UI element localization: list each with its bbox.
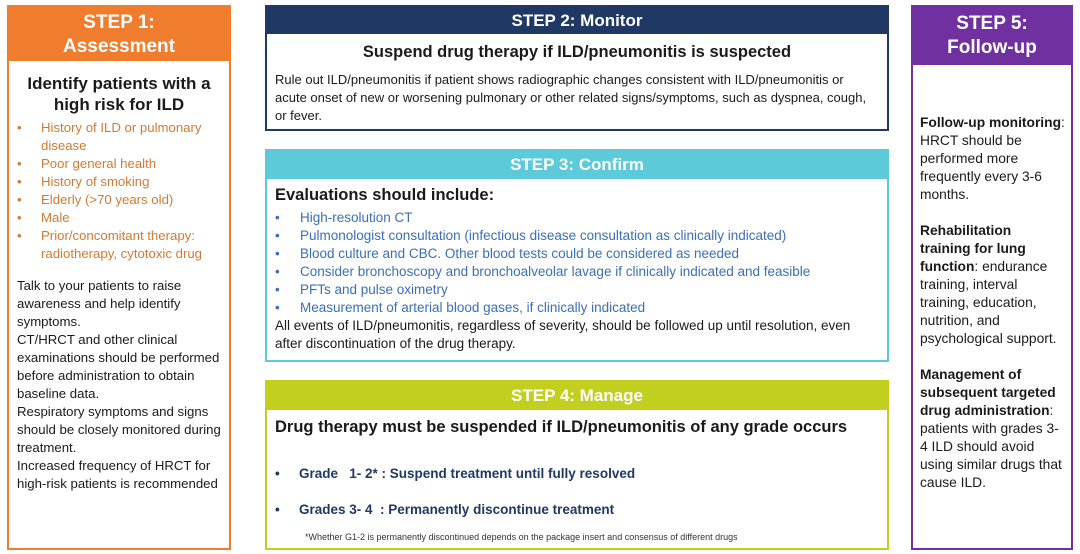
risk-item: • History of smoking	[17, 173, 225, 191]
step1-header	[9, 7, 229, 61]
step2-title: Suspend drug therapy if ILD/pneumonitis is suspected	[362, 43, 792, 61]
step5-header-line1: STEP 5:	[956, 13, 1028, 34]
evaluation-list	[267, 209, 887, 317]
step4-panel	[265, 380, 889, 550]
step4-footnote: *Whether G1-2 is permanently discontinued depends on the package insert and consensus of different drugs	[305, 532, 738, 542]
step1-note: CT/HRCT and other clinical examinations should be performed before administration to obtain baseline data.	[17, 332, 220, 401]
step3-body: All events of ILD/pneumonitis, regardless of severity, should be followed up until resolution, even after discontinuation of the drug therapy.	[275, 318, 851, 351]
evaluation-item: • Consider bronchoscopy and bronchoalveolar lavage if clinically indicated and feasible	[275, 263, 883, 281]
step2-panel	[265, 5, 889, 131]
grade-1-2-text: Grade 1- 2* : Suspend treatment until fully resolved	[299, 466, 636, 481]
step1-note: Respiratory symptoms and signs should be closely monitored during treatment.	[17, 404, 221, 455]
risk-item: • Male	[17, 209, 225, 227]
step1-panel	[7, 5, 231, 550]
followup-monitoring-label: Follow-up monitoring	[920, 115, 1062, 130]
step5-panel	[911, 5, 1073, 550]
step4-header: STEP 4: Manage	[267, 382, 887, 410]
evaluation-item: • Measurement of arterial blood gases, if clinically indicated	[275, 299, 883, 317]
risk-factor-list	[9, 119, 229, 263]
risk-item: • Prior/concomitant therapy: radiotherapy, cytotoxic drug	[17, 227, 225, 263]
step2-header: STEP 2: Monitor	[267, 7, 887, 34]
step1-notes	[17, 277, 223, 493]
step1-header-line2: Assessment	[63, 36, 175, 57]
evaluation-item: • Pulmonologist consultation (infectious disease consultation as clinically indicated)	[275, 227, 883, 245]
step5-body	[920, 114, 1065, 492]
risk-item: • History of ILD or pulmonary disease	[17, 119, 225, 155]
risk-item: • Elderly (>70 years old)	[17, 191, 225, 209]
step1-title: Identify patients with a high risk for ILD	[27, 74, 211, 114]
step5-header	[913, 7, 1071, 65]
step3-panel	[265, 149, 889, 362]
bullet: •	[275, 466, 280, 481]
risk-item: • Poor general health	[17, 155, 225, 173]
evaluation-item: • High-resolution CT	[275, 209, 883, 227]
step3-title: Evaluations should include:	[275, 186, 495, 204]
management-text: : patients with grades 3-4 ILD should avoid using similar drugs that cause ILD.	[920, 403, 1062, 490]
rehabilitation-label: Rehabilitation training for lung function	[920, 223, 1026, 274]
step4-title: Drug therapy must be suspended if ILD/pneumonitis of any grade occurs	[275, 418, 848, 436]
step2-body: Rule out ILD/pneumonitis if patient shows radiographic changes consistent with ILD/pneumonitis or acute onset of new or worsening pulmonary or other related signs/symptoms, such as dyspnea, cough, or fever.	[275, 72, 867, 123]
step1-note: Talk to your patients to raise awareness and help identify symptoms.	[17, 278, 182, 329]
step1-header-line1: STEP 1:	[83, 12, 155, 33]
grade-1-2-rule	[275, 466, 635, 481]
grade-3-4-text: Grades 3- 4 : Permanently discontinue treatment	[299, 502, 615, 517]
step5-header-line2: Follow-up	[947, 37, 1037, 58]
evaluation-item: • Blood culture and CBC. Other blood tests could be considered as needed	[275, 245, 883, 263]
management-paragraph	[920, 366, 1065, 492]
step3-header: STEP 3: Confirm	[267, 151, 887, 179]
followup-monitoring-text: : HRCT should be performed more frequently every 3-6 months.	[920, 115, 1065, 202]
grade-3-4-rule	[275, 502, 614, 517]
rehabilitation-text: : endurance training, interval training, education, nutrition, and psychological support.	[920, 259, 1057, 346]
rehabilitation-paragraph	[920, 222, 1065, 348]
bullet: •	[275, 502, 280, 517]
step1-note: Increased frequency of HRCT for high-risk patients is recommended	[17, 458, 218, 491]
followup-monitoring-paragraph	[920, 114, 1065, 204]
evaluation-item: • PFTs and pulse oximetry	[275, 281, 883, 299]
management-label: Management of subsequent targeted drug administration	[920, 367, 1056, 418]
